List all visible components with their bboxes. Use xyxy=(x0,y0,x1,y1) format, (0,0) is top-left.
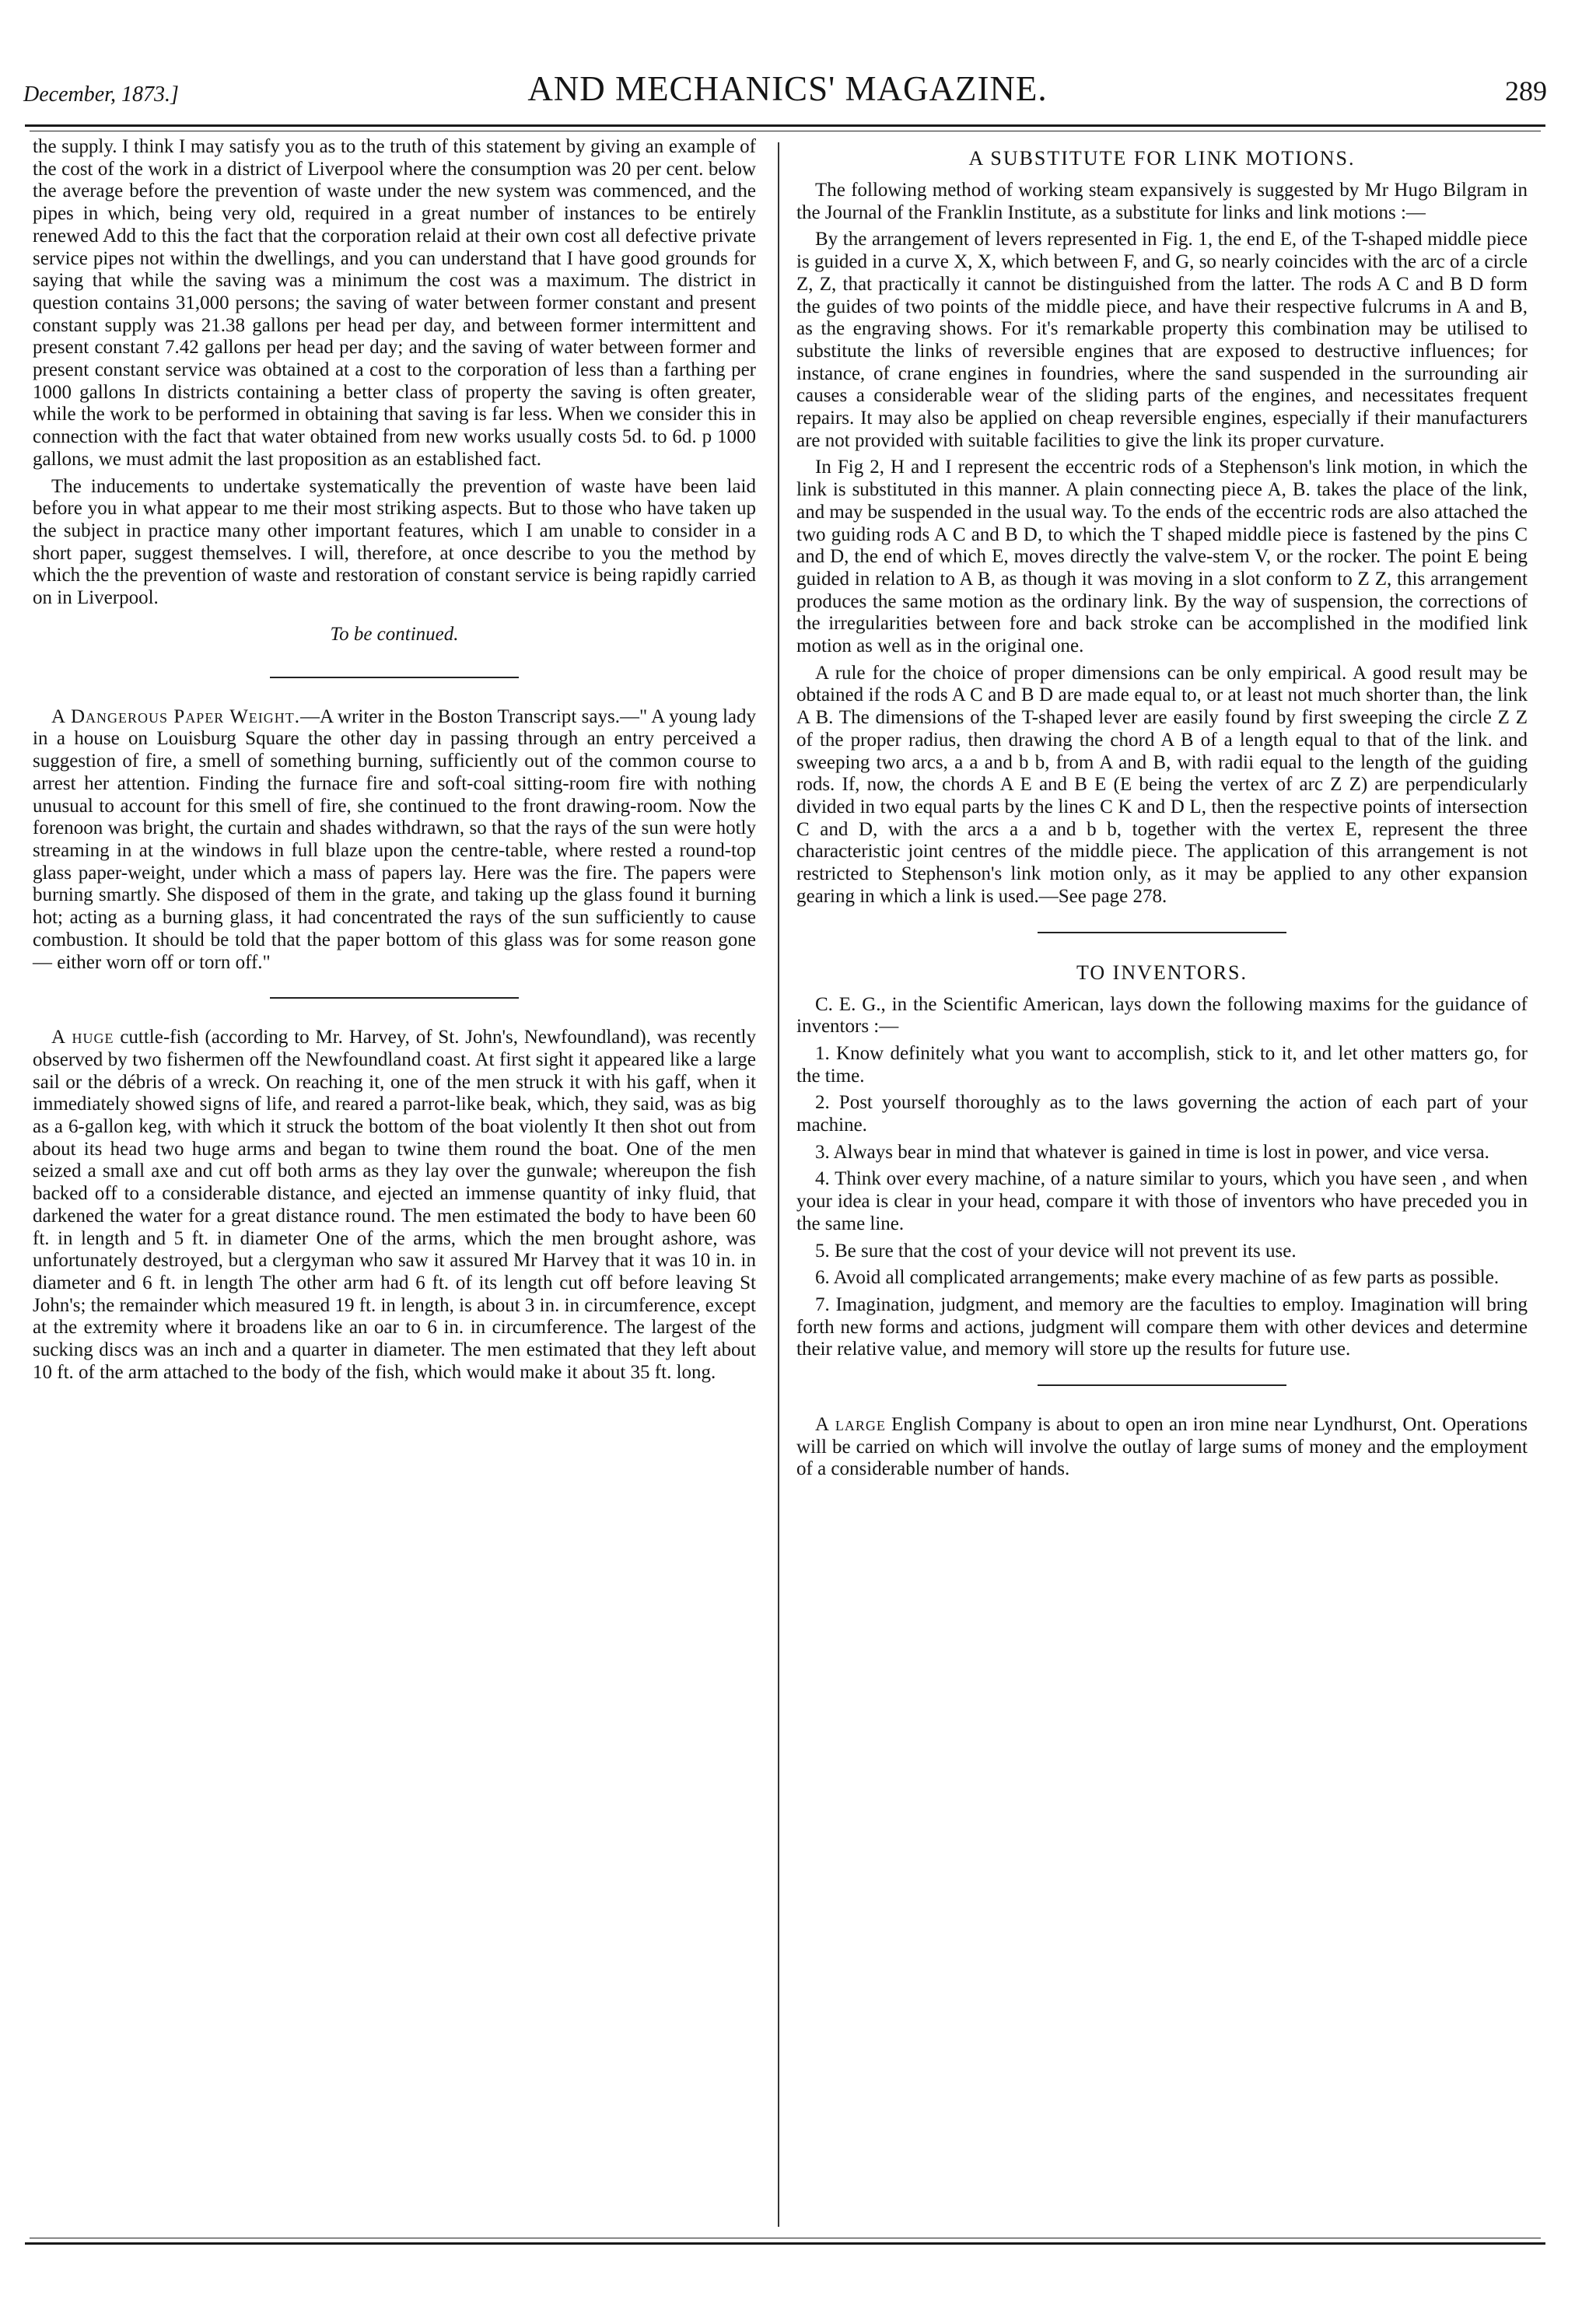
water-waste-paragraph-1: the supply. I think I may satisfy you as to the truth of this statement by giving an example of the cost of the work in a district of Liverpool where the consumption was 20 per cent. below the average before the prevention of waste under the new system was commenced, and the pipes in which, being very old, required in a great number of instances to be entirely renewed Add to this the fact that the corporation relaid at their own cost all defective private service pipes not within the dwellings, and you can understand that I have good grounds for saying that while the saving was a minimum the cost was a maximum. The district in question contains 31,000 persons; the saving of water between former constant and present constant supply was 21.38 gallons per head per day, and between former intermittent and present constant 7.42 gallons per head per day; and the saving of water between former and present constant service was obtained at a cost to the corporation of less than a farthing per 1000 gallons In districts containing a better class of property the saving is often greater, while the work to be performed in obtaining that saving is far less. When we consider this in connection with the fact that water obtained from new works usually costs 5d. to 6d. p 1000 gallons, we must admit the last proposition as an established fact. xyxy=(33,136,756,470)
cuttle-fish-text: cuttle-fish (according to Mr. Harvey, of St. John's, Newfoundland), was recently observed by two fishermen off the Newfoundland coast. At first sight it appeared like a large sail or the débris of a wreck. On reaching it, one of the men struck it with his gaff, when it immediately showed signs of life, and reared a parrot-like beak, which, they said, was as big as a 6-gallon keg, with which it struck the bottom of the boat violently It then shot out from about its head two huge arms and began to twine them round the boat. One of the men seized a small axe and cut off both arms as they lay over the gunwale; whereupon the fish backed off to a considerable distance, and ejected an immense quantity of inky fluid, that darkened the water for a great distance round. The men estimated the body to have been 60 ft. in length and 5 ft. in diameter One of the arms, which the men brought ashore, was unfortunately destroyed, but a clergyman who saw it assured Mr Harvey that it was 10 in. in diameter and 6 ft. in length The other arm had 6 ft. of its length cut off before leaving St John's; the remainder which measured 19 ft. in length, is about 3 in. in circumference, except at the extremity where it broadens like an oar to 6 in. in circumference. The largest of the sucking discs was an inch and a quarter in diameter. The men estimated that they left about 10 ft. of the arm attached to the body of the fish, which would make it about 35 ft. long. xyxy=(33,1027,757,1383)
left-column xyxy=(33,136,756,1388)
iron-mine-text: English Company is about to open an iron mine near Lyndhurst, Ont. Operations will be carried on which will involve the outlay of large sums of money and the employment of a considerable number of hands. xyxy=(796,1414,1528,1480)
page-number: 289 xyxy=(1505,75,1547,107)
link-motions-paragraph-2: By the arrangement of levers represented in Fig. 1, the end E, of the T-shaped middle piece is guided in a curve X, X, which between F, and G, so nearly coincides with the arc of a circle Z, Z, that practically it cannot be distinguished from the latter. The rods A C and B D form the guides of two points of the middle piece, and have their respective fulcrums in A and B, as the engraving shows. For it's remarkable property this combination may be utilised to substitute the links of reversible engines that are exposed to destructive influences; for instance, of crane engines in foundries, where the sand suspended in the surrounding air causes a considerable wear of the sliding parts of the engines, and necessitates frequent repairs. It may also be applied on cheap reversible engines, especially if their manufacturers are not provided with suitable facilities to give the link its proper curvature. xyxy=(796,229,1528,451)
maxim-item: 2. Post yourself thoroughly as to the laws governing the action of each part of your machine. xyxy=(796,1092,1528,1136)
link-motions-paragraph-4: A rule for the choice of proper dimensions can be only empirical. A good result may be obtained if the rods A C and B D are made equal to, or at least not much shorter than, the link A B. The dimensions of the T-shaped lever are easily found by first sweeping the circle Z Z of the proper radius, then drawing the chord A B of a length equal to that of the link. and sweeping two arcs, a a and b b, from A and B, with radii equal to the length of the guiding rods. If, now, the chords A E and B E (E being the vertex of arc Z Z) are perpendicularly divided in two equal parts by the lines C K and D L, then the respective points of intersection C and D, with the arcs a a and b b, together with the vertex E, represent the three characteristic joint centres of the middle piece. The application of this arrangement is not restricted to Stephenson's link motion only, as it may be applied to any other expansion gearing in which a link is used.—See page 278. xyxy=(796,662,1528,907)
iron-mine-article xyxy=(796,1414,1528,1481)
section-rule xyxy=(270,997,519,999)
maxim-item: 3. Always bear in mind that whatever is gained in time is lost in power, and vice versa. xyxy=(815,1141,1489,1163)
inventors-title: TO INVENTORS. xyxy=(1076,961,1248,984)
maxim-item: 6. Avoid all complicated arrangements; make every machine of as few parts as possible. xyxy=(815,1267,1500,1289)
page-frame xyxy=(25,124,1545,2245)
inventors-intro: C. E. G., in the Scientific American, lays down the following maxims for the guidance of inventors :— xyxy=(796,993,1528,1038)
paper-weight-article xyxy=(33,706,756,974)
column-divider xyxy=(778,142,779,2227)
section-rule xyxy=(1038,1384,1286,1386)
cuttle-fish-lead: A huge xyxy=(51,1027,114,1048)
maxim-item: 5. Be sure that the cost of your device will not prevent its use. xyxy=(815,1240,1297,1262)
page-header xyxy=(23,68,1552,115)
link-motions-paragraph-3: In Fig 2, H and I represent the eccentric rods of a Stephenson's link motion, in which the link is substituted in this manner. A plain connecting piece A, B. takes the place of the link, and may be suspended in the usual way. To the ends of the eccentric rods are also attached the two guiding rods A C and B D, to which the T shaped middle piece is fastened by the pins C and D, the end of which E, moves directly the valve-stem V, or the rocker. The point E being guided in relation to A B, as though it was moving in a slot conform to Z Z, this arrangement produces the same motion as the ordinary link. By the way of suspension, the corrections of the irregularities between fore and back stroke can be accomplished in the modified link motion as well as in the original one. xyxy=(796,457,1528,657)
cuttle-fish-article xyxy=(33,1027,756,1384)
maxim-item: 4. Think over every machine, of a nature similar to yours, which you have seen , and when your idea is clear in your head, compare it with those of inventors who have preceded you in the same line. xyxy=(796,1168,1528,1234)
right-column xyxy=(796,136,1528,1486)
section-rule xyxy=(270,677,519,678)
maxim-item: 7. Imagination, judgment, and memory are the faculties to employ. Imagination will bring forth new forms and actions, judgment will compare them with other devices and determine their relative value, and memory will store up the results for future use. xyxy=(796,1293,1528,1360)
section-rule xyxy=(1038,932,1286,933)
header-date: December, 1873.] xyxy=(23,82,179,107)
iron-mine-lead: A large xyxy=(815,1414,886,1436)
maxim-item: 1. Know definitely what you want to accomplish, stick to it, and let other matters go, for the time. xyxy=(796,1042,1528,1087)
paper-weight-text: —A writer in the Boston Transcript says.—" A young lady in a house on Louisburg Square the other day in passing through an entry perceived a suggestion of fire, a smell of something burning, sufficiently out of the common course to arrest her attention. Finding the furnace fire and soft-coal sitting-room fire with nothing unusual to account for this smell of fire, she continued to the front drawing-room. Now the forenoon was bright, the curtain and shades withdrawn, so that the rays of the sun were hotly streaming in at the windows in full blaze upon the centre-table, where rested a round-top glass paper-weight, under which a mass of papers lay. Here was the fire. The papers were burning smartly. She disposed of them in the grate, and taking up the glass found it burning hot; acting as a burning glass, it had concentrated the rays of the sun sufficiently to cause combustion. It should be told that the paper bottom of this glass was for some reason gone — either worn off or torn off." xyxy=(33,705,756,973)
header-title: AND MECHANICS' MAGAZINE. xyxy=(527,69,1048,108)
paper-weight-title: A Dangerous Paper Weight. xyxy=(51,705,301,727)
link-motions-paragraph-1: The following method of working steam expansively is suggested by Mr Hugo Bilgram in the Journal of the Franklin Institute, as a substitute for links and link motions :— xyxy=(796,180,1528,223)
water-waste-paragraph-2: The inducements to undertake systematically the prevention of waste have been laid before you in what appear to me their most striking aspects. But to those who have taken up the subject in practice many other important features, which I am unable to consider in a short paper, suggest themselves. I will, therefore, at once describe to you the method by which the the prevention of waste and restoration of constant service is being rapidly carried on in Liverpool. xyxy=(33,475,756,609)
to-be-continued-note: To be continued. xyxy=(330,623,459,645)
link-motions-title: A SUBSTITUTE FOR LINK MOTIONS. xyxy=(968,147,1356,170)
